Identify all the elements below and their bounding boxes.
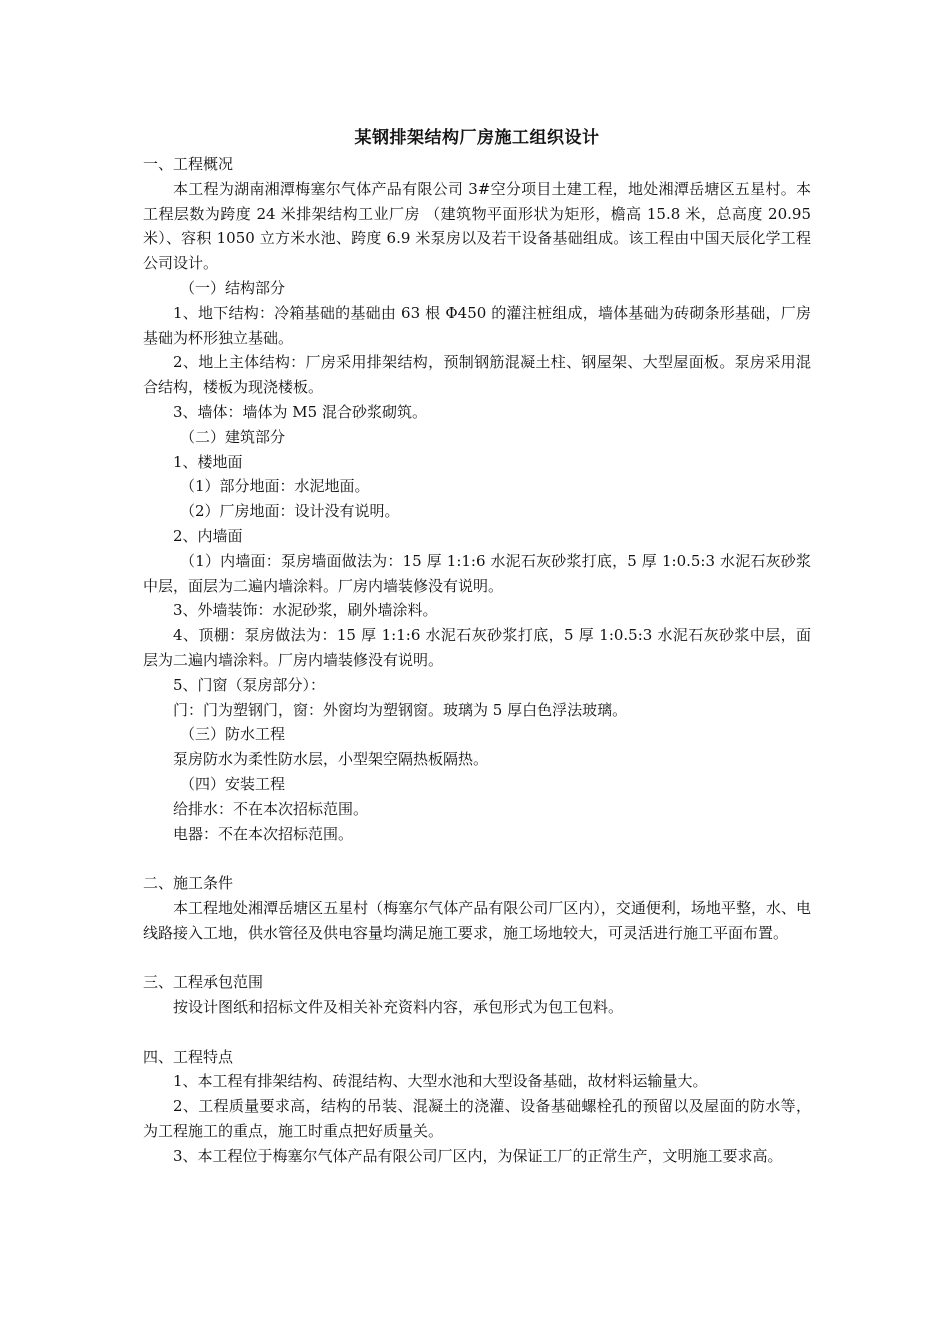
subheading: （三）防水工程	[180, 725, 286, 744]
paragraph: 电器：不在本次招标范围。	[173, 824, 354, 843]
paragraph: 泵房防水为柔性防水层，小型架空隔热板隔热。	[173, 750, 489, 769]
paragraph: （1）部分地面：水泥地面。	[180, 477, 370, 496]
paragraph: （2）厂房地面：设计没有说明。	[180, 502, 400, 521]
document-title: 某钢排架结构厂房施工组织设计	[354, 128, 600, 148]
paragraph: 1、本工程有排架结构、砖混结构、大型水池和大型设备基础，故材料运输量大。	[173, 1072, 708, 1091]
paragraph: 5、门窗（泵房部分）：	[173, 675, 326, 694]
spacer	[143, 846, 811, 871]
paragraph: 本工程地处湘潭岳塘区五星村（梅塞尔气体产品有限公司厂区内），交通便利，场地平整，水、电线路接入工地，供水管径及供电容量均满足施工要求，施工场地较大，可灵活进行施工平面布置。	[143, 898, 811, 942]
spacer	[143, 1020, 811, 1045]
paragraph: 3、墙体：墙体为 M5 混合砂浆砌筑。	[173, 402, 427, 421]
subheading: （一）结构部分	[180, 278, 286, 297]
paragraph: 3、本工程位于梅塞尔气体产品有限公司厂区内，为保证工厂的正常生产，文明施工要求高。	[173, 1146, 783, 1165]
paragraph: 1、地下结构：冷箱基础的基础由 63 根 Φ450 的灌注桩组成，墙体基础为砖砌条形基础，厂房基础为杯形独立基础。	[143, 303, 811, 347]
paragraph: 给排水：不在本次招标范围。	[173, 799, 369, 818]
section-heading: 四、工程特点	[143, 1047, 234, 1066]
paragraph: 2、地上主体结构：厂房采用排架结构，预制钢筋混凝土柱、钢屋架、大型屋面板。泵房采用混合结构，楼板为现浇楼板。	[143, 353, 811, 397]
paragraph: 2、工程质量要求高，结构的吊装、混凝土的浇灌、设备基础螺栓孔的预留以及屋面的防水等，为工程施工的重点，施工时重点把好质量关。	[143, 1097, 811, 1141]
spacer	[143, 946, 811, 971]
paragraph: 3、外墙装饰：水泥砂浆，刷外墙涂料。	[173, 601, 438, 620]
paragraph: 1、楼地面	[173, 452, 243, 471]
subheading: （二）建筑部分	[180, 427, 286, 446]
document-body	[143, 124, 811, 1169]
section-heading: 二、施工条件	[143, 874, 234, 893]
paragraph: 按设计图纸和招标文件及相关补充资料内容，承包形式为包工包料。	[173, 998, 624, 1017]
section-heading: 一、工程概况	[143, 155, 234, 173]
section-heading: 三、工程承包范围	[143, 973, 264, 992]
subheading: （四）安装工程	[180, 774, 286, 793]
paragraph: 门：门为塑钢门，窗：外窗均为塑钢窗。玻璃为 5 厚白色浮法玻璃。	[173, 700, 628, 719]
paragraph: （1）内墙面：泵房墙面做法为：15 厚 1:1:6 水泥石灰砂浆打底，5 厚 1:0.5:3 水泥石灰砂浆中层，面层为二遍内墙涂料。厂房内墙装修没有说明。	[143, 551, 811, 595]
paragraph: 4、顶棚：泵房做法为：15 厚 1:1:6 水泥石灰砂浆打底，5 厚 1:0.5:3 水泥石灰砂浆中层，面层为二遍内墙涂料。厂房内墙装修没有说明。	[143, 626, 811, 669]
paragraph: 本工程为湖南湘潭梅塞尔气体产品有限公司 3#空分项目土建工程，地处湘潭岳塘区五星村。本工程层数为跨度 24 米排架结构工业厂房 （建筑物平面形状为矩形，檐高 15.8 米，总高度 20.95 米）、容积 1050 立方米水池、跨度 6.9 米泵房以及若干设备基础组成。该工程由中国天辰化学工程公司设计。	[143, 179, 811, 273]
paragraph: 2、内墙面	[173, 526, 243, 545]
